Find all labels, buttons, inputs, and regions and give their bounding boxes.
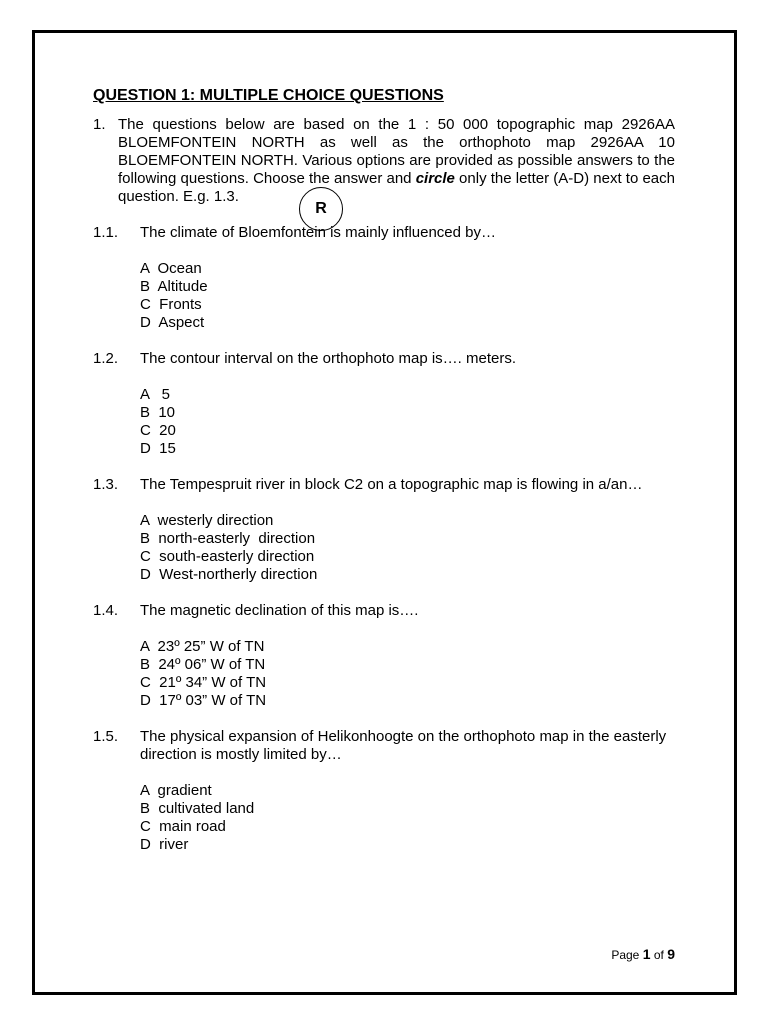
answer-option[interactable]: B cultivated land [140,800,255,817]
questions-list [93,224,675,854]
question-block [93,224,675,332]
answer-option[interactable]: D West-northerly direction [140,566,318,583]
question-text: The Tempespruit river in block C2 on a topographic map is flowing in a/an… [140,476,643,493]
answer-option[interactable]: C 21º 34” W of TN [140,674,267,691]
answer-option[interactable]: A westerly direction [140,512,274,529]
answer-options [140,638,675,710]
answer-options [140,386,675,458]
footer-page-number: 1 [642,946,651,962]
answer-option[interactable]: A gradient [140,782,212,799]
answer-option[interactable]: A Ocean [140,260,202,277]
instructions [93,116,675,206]
question-number: 1.5. [93,728,119,745]
question-row [93,224,675,242]
question-block [93,728,675,854]
question-row [93,602,675,620]
question-text: The climate of Bloemfontein is mainly influenced by… [140,224,497,241]
question-row [93,350,675,368]
instructions-number: 1. [93,116,106,133]
answer-options [140,512,675,584]
answer-option[interactable]: D 15 [140,440,176,457]
answer-option[interactable]: B north-easterly direction [140,530,316,547]
answer-options [140,260,675,332]
page-footer [611,946,675,962]
answer-option[interactable]: B Altitude [140,278,208,295]
instructions-text-part2: only the letter (A-D) next to each question. E.g. 1.3. [118,170,675,205]
question-row [93,728,675,764]
question-number: 1.1. [93,224,119,241]
document-body [93,87,675,854]
answer-option[interactable]: B 24º 06” W of TN [140,656,266,673]
question-number: 1.4. [93,602,119,619]
question-text: The contour interval on the orthophoto map is…. meters. [140,350,517,367]
answer-option[interactable]: A 5 [140,386,171,403]
footer-total-pages: 9 [667,946,675,962]
answer-option[interactable]: C Fronts [140,296,202,313]
question-block [93,602,675,710]
footer-page-label: Page [611,948,640,962]
question-row [93,476,675,494]
footer-of-label: of [653,948,664,962]
question-number: 1.3. [93,476,119,493]
answer-option[interactable]: C main road [140,818,226,835]
question-block [93,476,675,584]
question-text: The magnetic declination of this map is…. [140,602,419,619]
answer-option[interactable]: C 20 [140,422,176,439]
answer-option[interactable]: D 17º 03” W of TN [140,692,267,709]
example-circled-answer: R [299,187,343,231]
answer-option[interactable]: A 23º 25” W of TN [140,638,265,655]
question-block [93,350,675,458]
instructions-text-part1: The questions below are based on the 1 : 50 000 topographic map 2926AA BLOEMFONTEIN NORTH as well as the orthophoto map 2926AA 10 BLOEMFONTEIN NORTH. Various options are provided as possible answers to the following questions. Choose the answer and [118,116,675,187]
section-title: QUESTION 1: MULTIPLE CHOICE QUESTIONS [93,87,444,104]
question-number: 1.2. [93,350,119,367]
question-text: The physical expansion of Helikonhoogte on the orthophoto map in the easterly direction is mostly limited by… [140,728,667,763]
answer-option[interactable]: B 10 [140,404,176,421]
answer-option[interactable]: C south-easterly direction [140,548,315,565]
answer-option[interactable]: D Aspect [140,314,205,331]
instructions-text [118,116,675,206]
answer-option[interactable]: D river [140,836,189,853]
instructions-emphasis: circle [415,170,455,187]
answer-options [140,782,675,854]
